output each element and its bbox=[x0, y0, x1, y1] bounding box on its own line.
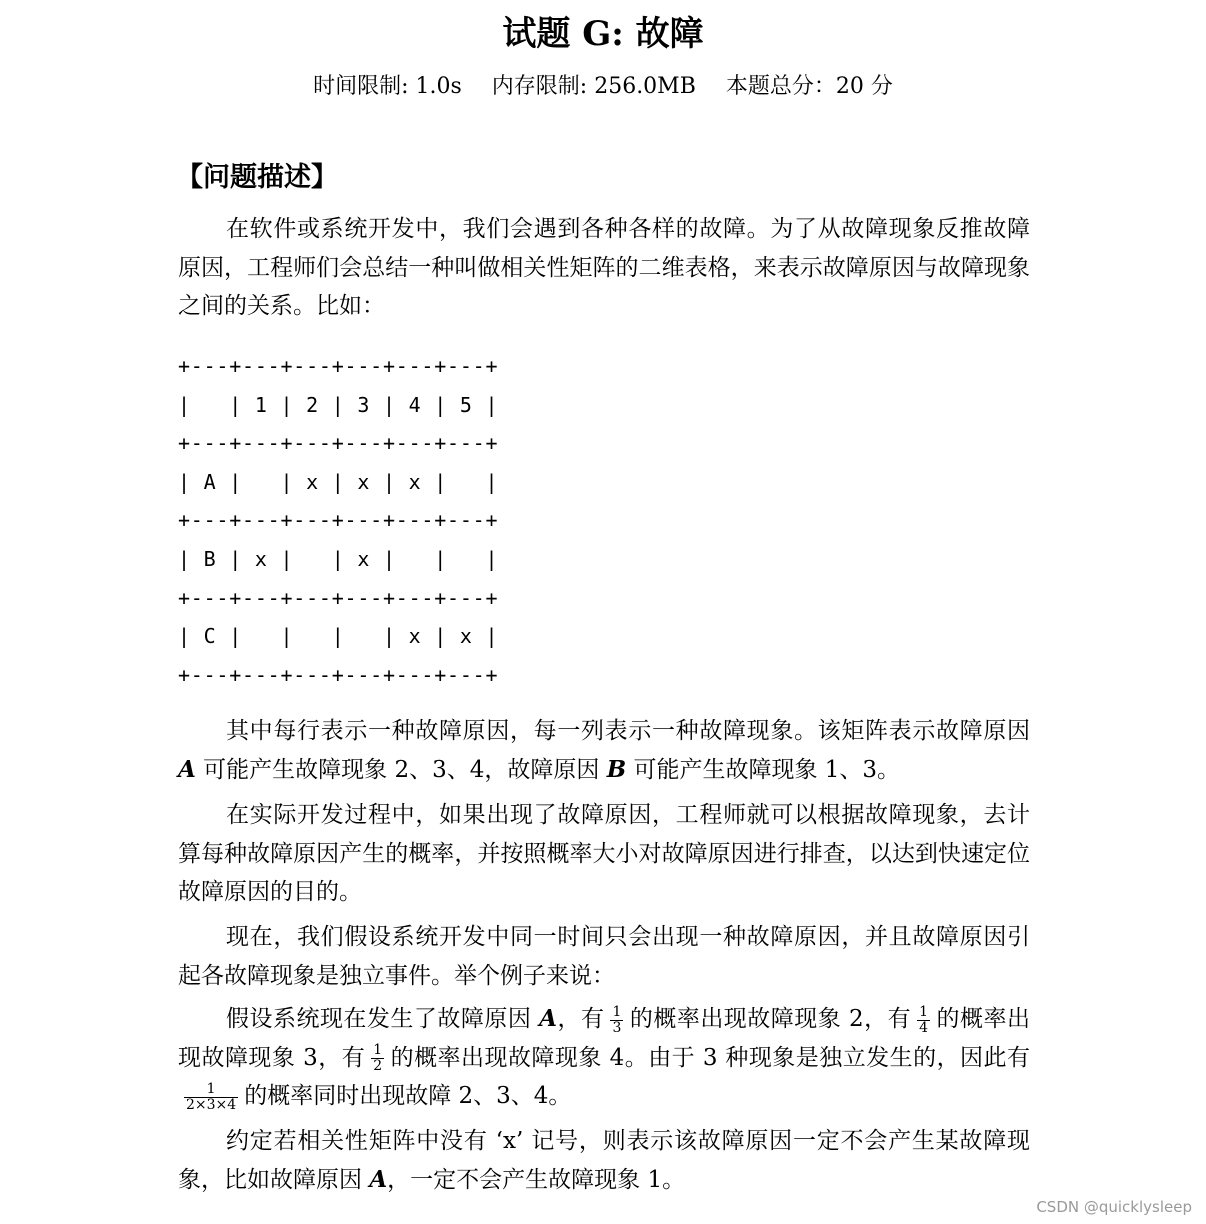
watermark: CSDN @quicklysleep bbox=[1036, 1198, 1192, 1216]
fraction-one-third: $\frac{1}{3}$ bbox=[612, 1003, 622, 1036]
fraction-product: $\frac{1}{2\times 3\times 4}$ bbox=[186, 1080, 237, 1113]
variable-b: B bbox=[606, 755, 627, 783]
time-limit: 时间限制: 1.0s bbox=[313, 74, 462, 99]
variable-a: A bbox=[369, 1165, 388, 1193]
paragraph-assumption: 现在，我们假设系统开发中同一时间只会出现一种故障原因，并且故障原因引起各故障现象是独立事件。举个例子来说： bbox=[178, 924, 1030, 989]
section-title: 【问题描述】 bbox=[176, 162, 338, 193]
matrix-line: +---+---+---+---+---+---+ bbox=[178, 662, 499, 687]
matrix-line: +---+---+---+---+---+---+ bbox=[178, 508, 499, 533]
matrix-line: | | 1 | 2 | 3 | 4 | 5 | bbox=[178, 392, 499, 417]
matrix-line: | A | | x | x | x | | bbox=[178, 469, 499, 494]
matrix-line: +---+---+---+---+---+---+ bbox=[178, 431, 499, 456]
matrix-line: +---+---+---+---+---+---+ bbox=[178, 354, 499, 378]
variable-a: A bbox=[539, 1005, 557, 1032]
paragraph-development: 在实际开发过程中，如果出现了故障原因，工程师就可以根据故障现象，去计算每种故障原因产生的概率，并按照概率大小对故障原因进行排查，以达到快速定位故障原因的目的。 bbox=[178, 802, 1030, 905]
paragraph-matrix-explanation: 其中每行表示一种故障原因，每一列表示一种故障现象。该矩阵表示故障原因 A 可能产生故障现象 2、3、4，故障原因 B 可能产生故障现象 1、3。 bbox=[178, 718, 1030, 783]
fraction-one-half: $\frac{1}{2}$ bbox=[373, 1042, 383, 1074]
fraction-one-fourth: $\frac{1}{4}$ bbox=[919, 1003, 929, 1036]
page-title: 试题 G: 故障 bbox=[502, 14, 704, 54]
matrix-line: | B | x | | x | | | bbox=[178, 546, 499, 571]
matrix-line: +---+---+---+---+---+---+ bbox=[178, 585, 499, 610]
memory-limit: 内存限制: 256.0MB bbox=[491, 74, 696, 99]
correlation-matrix bbox=[178, 347, 498, 694]
variable-a: A bbox=[178, 755, 196, 783]
problem-meta bbox=[0, 70, 1206, 104]
paragraph-convention: 约定若相关性矩阵中没有 ‘x’ 记号，则表示该故障原因一定不会产生某故障现象，比如故障原因 A，一定不会产生故障现象 1。 bbox=[178, 1128, 1030, 1193]
matrix-line: | C | | | | x | x | bbox=[178, 624, 499, 649]
total-score: 本题总分：20 分 bbox=[725, 74, 893, 99]
paragraph-intro: 在软件或系统开发中，我们会遇到各种各样的故障。为了从故障现象反推故障原因，工程师们会总结一种叫做相关性矩阵的二维表格，来表示故障原因与故障现象之间的关系。比如： bbox=[178, 216, 1030, 319]
paragraph-example: 假设系统现在发生了故障原因 A，有 $\frac{1}{3}$ 的概率出现故障现象 2，有 $\frac{1}{4}$ 的概率出现故障现象 3，有 $\frac{1}{2}$ 的概率出现故障现象 4。由于 3 种现象是独立发生的，因此有 $\frac{1}{2\times 3\times 4}$ 的概率同时出现故障 2、3、4。 bbox=[178, 1003, 1031, 1113]
